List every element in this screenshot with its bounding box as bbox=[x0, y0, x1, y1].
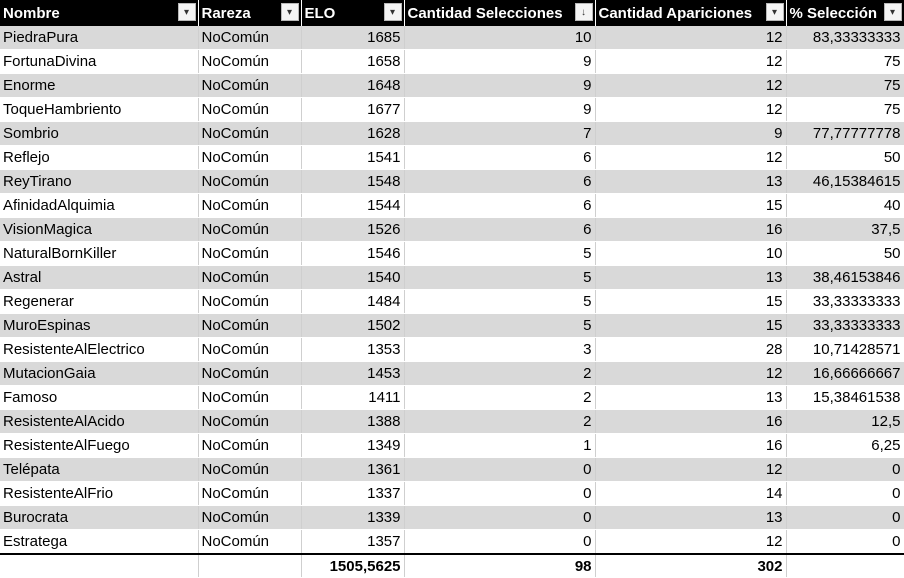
table-row bbox=[0, 410, 904, 434]
cell-rareza[interactable]: NoComún bbox=[198, 26, 301, 50]
cell-porcentaje-seleccion[interactable]: 77,77777778 bbox=[786, 122, 904, 146]
cell-porcentaje-seleccion[interactable]: 37,5 bbox=[786, 218, 904, 242]
filter-dropdown-icon[interactable]: ▾ bbox=[384, 3, 402, 21]
cell-cantidad-apariciones[interactable]: 12 bbox=[595, 26, 786, 50]
cell-nombre[interactable]: ReyTirano bbox=[0, 170, 198, 194]
cell-elo[interactable]: 1540 bbox=[301, 266, 404, 290]
cell-cantidad-apariciones[interactable]: 13 bbox=[595, 506, 786, 530]
total-cell-cantidad-apariciones[interactable]: 302 bbox=[595, 554, 786, 578]
cell-cantidad-selecciones[interactable]: 10 bbox=[404, 26, 595, 50]
cell-porcentaje-seleccion[interactable]: 0 bbox=[786, 482, 904, 506]
cell-porcentaje-seleccion[interactable]: 15,38461538 bbox=[786, 386, 904, 410]
cell-cantidad-apariciones[interactable]: 10 bbox=[595, 242, 786, 266]
cell-porcentaje-seleccion[interactable]: 38,46153846 bbox=[786, 266, 904, 290]
cell-nombre[interactable]: Enorme bbox=[0, 74, 198, 98]
total-cell-elo[interactable]: 1505,5625 bbox=[301, 554, 404, 578]
cell-nombre[interactable]: ResistenteAlFuego bbox=[0, 434, 198, 458]
cell-rareza[interactable]: NoComún bbox=[198, 218, 301, 242]
table-row bbox=[0, 146, 904, 170]
table-row bbox=[0, 530, 904, 555]
cell-rareza[interactable]: NoComún bbox=[198, 290, 301, 314]
cell-cantidad-apariciones[interactable]: 13 bbox=[595, 170, 786, 194]
header-row bbox=[0, 0, 904, 26]
table-row bbox=[0, 26, 904, 50]
cell-nombre[interactable]: ResistenteAlAcido bbox=[0, 410, 198, 434]
cell-nombre[interactable]: Famoso bbox=[0, 386, 198, 410]
cell-rareza[interactable]: NoComún bbox=[198, 98, 301, 122]
cell-cantidad-apariciones[interactable]: 15 bbox=[595, 194, 786, 218]
cell-nombre[interactable]: Sombrio bbox=[0, 122, 198, 146]
table-body bbox=[0, 26, 904, 578]
table-row bbox=[0, 122, 904, 146]
cell-elo[interactable]: 1548 bbox=[301, 170, 404, 194]
cell-nombre[interactable]: MutacionGaia bbox=[0, 362, 198, 386]
cell-elo[interactable]: 1349 bbox=[301, 434, 404, 458]
cell-elo[interactable]: 1353 bbox=[301, 338, 404, 362]
column-header-label: % Selección bbox=[789, 4, 878, 22]
cell-cantidad-apariciones[interactable]: 16 bbox=[595, 218, 786, 242]
cell-porcentaje-seleccion[interactable]: 50 bbox=[786, 146, 904, 170]
cell-porcentaje-seleccion[interactable]: 16,66666667 bbox=[786, 362, 904, 386]
cell-cantidad-selecciones[interactable]: 6 bbox=[404, 170, 595, 194]
cell-cantidad-apariciones[interactable]: 16 bbox=[595, 434, 786, 458]
cell-cantidad-apariciones[interactable]: 13 bbox=[595, 266, 786, 290]
cell-elo[interactable]: 1337 bbox=[301, 482, 404, 506]
table-row bbox=[0, 458, 904, 482]
table-row bbox=[0, 98, 904, 122]
table-row bbox=[0, 266, 904, 290]
cell-cantidad-selecciones[interactable]: 7 bbox=[404, 122, 595, 146]
cell-cantidad-apariciones[interactable]: 12 bbox=[595, 362, 786, 386]
filter-dropdown-icon[interactable]: ▾ bbox=[766, 3, 784, 21]
cell-nombre[interactable]: PiedraPura bbox=[0, 26, 198, 50]
table-row bbox=[0, 50, 904, 74]
cell-porcentaje-seleccion[interactable]: 10,71428571 bbox=[786, 338, 904, 362]
cell-porcentaje-seleccion[interactable]: 40 bbox=[786, 194, 904, 218]
table-row bbox=[0, 482, 904, 506]
cell-cantidad-apariciones[interactable]: 14 bbox=[595, 482, 786, 506]
cell-cantidad-selecciones[interactable]: 0 bbox=[404, 506, 595, 530]
cell-porcentaje-seleccion[interactable]: 33,33333333 bbox=[786, 314, 904, 338]
table-row bbox=[0, 194, 904, 218]
cell-cantidad-selecciones[interactable]: 5 bbox=[404, 266, 595, 290]
cell-cantidad-selecciones[interactable]: 9 bbox=[404, 50, 595, 74]
column-header-porcentaje-seleccion[interactable] bbox=[786, 0, 904, 26]
cell-cantidad-selecciones[interactable]: 0 bbox=[404, 530, 595, 555]
cell-porcentaje-seleccion[interactable]: 83,33333333 bbox=[786, 26, 904, 50]
cell-elo[interactable]: 1502 bbox=[301, 314, 404, 338]
table-row bbox=[0, 290, 904, 314]
cell-cantidad-selecciones[interactable]: 6 bbox=[404, 146, 595, 170]
cell-cantidad-selecciones[interactable]: 6 bbox=[404, 194, 595, 218]
total-cell-porcentaje-seleccion[interactable] bbox=[786, 554, 904, 578]
cell-porcentaje-seleccion[interactable]: 75 bbox=[786, 98, 904, 122]
cell-cantidad-apariciones[interactable]: 12 bbox=[595, 50, 786, 74]
cell-elo[interactable]: 1628 bbox=[301, 122, 404, 146]
cell-rareza[interactable]: NoComún bbox=[198, 266, 301, 290]
cell-cantidad-selecciones[interactable]: 6 bbox=[404, 218, 595, 242]
cell-elo[interactable]: 1339 bbox=[301, 506, 404, 530]
cell-cantidad-apariciones[interactable]: 15 bbox=[595, 314, 786, 338]
cell-cantidad-apariciones[interactable]: 12 bbox=[595, 146, 786, 170]
cell-cantidad-apariciones[interactable]: 12 bbox=[595, 74, 786, 98]
cell-nombre[interactable]: ResistenteAlFrio bbox=[0, 482, 198, 506]
table-row bbox=[0, 218, 904, 242]
cell-rareza[interactable]: NoComún bbox=[198, 410, 301, 434]
cell-nombre[interactable]: ToqueHambriento bbox=[0, 98, 198, 122]
column-header-rareza[interactable] bbox=[198, 0, 301, 26]
cell-porcentaje-seleccion[interactable]: 0 bbox=[786, 506, 904, 530]
cell-nombre[interactable]: Telépata bbox=[0, 458, 198, 482]
cell-cantidad-selecciones[interactable]: 1 bbox=[404, 434, 595, 458]
cell-elo[interactable]: 1677 bbox=[301, 98, 404, 122]
cell-cantidad-selecciones[interactable]: 0 bbox=[404, 482, 595, 506]
cell-rareza[interactable]: NoComún bbox=[198, 506, 301, 530]
column-header-label: Cantidad Selecciones bbox=[407, 4, 563, 22]
table-row bbox=[0, 242, 904, 266]
sort-descending-filter-icon[interactable]: ↓ bbox=[575, 3, 593, 21]
column-header-cantidad-selecciones[interactable] bbox=[404, 0, 595, 26]
cell-rareza[interactable]: NoComún bbox=[198, 146, 301, 170]
cell-elo[interactable]: 1453 bbox=[301, 362, 404, 386]
cell-elo[interactable]: 1685 bbox=[301, 26, 404, 50]
cell-cantidad-selecciones[interactable]: 5 bbox=[404, 290, 595, 314]
cell-rareza[interactable]: NoComún bbox=[198, 194, 301, 218]
cell-elo[interactable]: 1658 bbox=[301, 50, 404, 74]
column-header-nombre[interactable] bbox=[0, 0, 198, 26]
cell-cantidad-selecciones[interactable]: 0 bbox=[404, 458, 595, 482]
table-row bbox=[0, 314, 904, 338]
total-cell-rareza[interactable] bbox=[198, 554, 301, 578]
totals-row bbox=[0, 554, 904, 578]
filter-dropdown-icon[interactable]: ▾ bbox=[884, 3, 902, 21]
cell-porcentaje-seleccion[interactable]: 6,25 bbox=[786, 434, 904, 458]
cell-porcentaje-seleccion[interactable]: 75 bbox=[786, 74, 904, 98]
cell-elo[interactable]: 1526 bbox=[301, 218, 404, 242]
cell-cantidad-selecciones[interactable]: 5 bbox=[404, 242, 595, 266]
cell-rareza[interactable]: NoComún bbox=[198, 386, 301, 410]
cell-elo[interactable]: 1546 bbox=[301, 242, 404, 266]
cell-elo[interactable]: 1357 bbox=[301, 530, 404, 555]
cell-elo[interactable]: 1411 bbox=[301, 386, 404, 410]
cell-rareza[interactable]: NoComún bbox=[198, 338, 301, 362]
cell-elo[interactable]: 1484 bbox=[301, 290, 404, 314]
cell-rareza[interactable]: NoComún bbox=[198, 458, 301, 482]
cell-rareza[interactable]: NoComún bbox=[198, 362, 301, 386]
cell-rareza[interactable]: NoComún bbox=[198, 170, 301, 194]
table-row bbox=[0, 74, 904, 98]
cell-nombre[interactable]: AfinidadAlquimia bbox=[0, 194, 198, 218]
cell-porcentaje-seleccion[interactable]: 0 bbox=[786, 458, 904, 482]
cell-cantidad-selecciones[interactable]: 2 bbox=[404, 386, 595, 410]
cell-porcentaje-seleccion[interactable]: 0 bbox=[786, 530, 904, 555]
cell-nombre[interactable]: NaturalBornKiller bbox=[0, 242, 198, 266]
cell-cantidad-apariciones[interactable]: 16 bbox=[595, 410, 786, 434]
cell-rareza[interactable]: NoComún bbox=[198, 74, 301, 98]
cell-elo[interactable]: 1541 bbox=[301, 146, 404, 170]
total-cell-cantidad-selecciones[interactable]: 98 bbox=[404, 554, 595, 578]
cell-nombre[interactable]: Regenerar bbox=[0, 290, 198, 314]
column-header-label: Nombre bbox=[3, 4, 60, 22]
column-header-elo[interactable] bbox=[301, 0, 404, 26]
table-row bbox=[0, 362, 904, 386]
cell-rareza[interactable]: NoComún bbox=[198, 482, 301, 506]
cell-nombre[interactable]: FortunaDivina bbox=[0, 50, 198, 74]
cell-cantidad-apariciones[interactable]: 13 bbox=[595, 386, 786, 410]
cell-rareza[interactable]: NoComún bbox=[198, 242, 301, 266]
table-row bbox=[0, 170, 904, 194]
cell-cantidad-selecciones[interactable]: 9 bbox=[404, 74, 595, 98]
column-header-label: ELO bbox=[304, 4, 336, 22]
column-header-cantidad-apariciones[interactable] bbox=[595, 0, 786, 26]
cell-cantidad-apariciones[interactable]: 9 bbox=[595, 122, 786, 146]
cell-elo[interactable]: 1648 bbox=[301, 74, 404, 98]
cell-porcentaje-seleccion[interactable]: 12,5 bbox=[786, 410, 904, 434]
cell-porcentaje-seleccion[interactable]: 75 bbox=[786, 50, 904, 74]
cell-rareza[interactable]: NoComún bbox=[198, 122, 301, 146]
table-row bbox=[0, 506, 904, 530]
table-row bbox=[0, 434, 904, 458]
cell-cantidad-selecciones[interactable]: 3 bbox=[404, 338, 595, 362]
cell-rareza[interactable]: NoComún bbox=[198, 50, 301, 74]
cell-cantidad-selecciones[interactable]: 5 bbox=[404, 314, 595, 338]
column-header-label: Rareza bbox=[201, 4, 251, 22]
cell-cantidad-apariciones[interactable]: 15 bbox=[595, 290, 786, 314]
cell-rareza[interactable]: NoComún bbox=[198, 314, 301, 338]
cell-nombre[interactable]: VisionMagica bbox=[0, 218, 198, 242]
cell-cantidad-apariciones[interactable]: 12 bbox=[595, 458, 786, 482]
table-row bbox=[0, 338, 904, 362]
cell-porcentaje-seleccion[interactable]: 46,15384615 bbox=[786, 170, 904, 194]
cell-porcentaje-seleccion[interactable]: 33,33333333 bbox=[786, 290, 904, 314]
cell-cantidad-apariciones[interactable]: 12 bbox=[595, 530, 786, 555]
cell-nombre[interactable]: Burocrata bbox=[0, 506, 198, 530]
cell-nombre[interactable]: ResistenteAlElectrico bbox=[0, 338, 198, 362]
cell-rareza[interactable]: NoComún bbox=[198, 530, 301, 555]
filter-dropdown-icon[interactable]: ▾ bbox=[281, 3, 299, 21]
cell-elo[interactable]: 1544 bbox=[301, 194, 404, 218]
cell-cantidad-selecciones[interactable]: 9 bbox=[404, 98, 595, 122]
cell-elo[interactable]: 1361 bbox=[301, 458, 404, 482]
cell-elo[interactable]: 1388 bbox=[301, 410, 404, 434]
cell-cantidad-apariciones[interactable]: 28 bbox=[595, 338, 786, 362]
cell-nombre[interactable]: Astral bbox=[0, 266, 198, 290]
cell-nombre[interactable]: Estratega bbox=[0, 530, 198, 555]
total-cell-nombre[interactable] bbox=[0, 554, 198, 578]
cell-porcentaje-seleccion[interactable]: 50 bbox=[786, 242, 904, 266]
cell-cantidad-apariciones[interactable]: 12 bbox=[595, 98, 786, 122]
cell-cantidad-selecciones[interactable]: 2 bbox=[404, 410, 595, 434]
cell-cantidad-selecciones[interactable]: 2 bbox=[404, 362, 595, 386]
cell-nombre[interactable]: Reflejo bbox=[0, 146, 198, 170]
table-row bbox=[0, 386, 904, 410]
filter-dropdown-icon[interactable]: ▾ bbox=[178, 3, 196, 21]
column-header-label: Cantidad Apariciones bbox=[598, 4, 753, 22]
cell-rareza[interactable]: NoComún bbox=[198, 434, 301, 458]
cell-nombre[interactable]: MuroEspinas bbox=[0, 314, 198, 338]
